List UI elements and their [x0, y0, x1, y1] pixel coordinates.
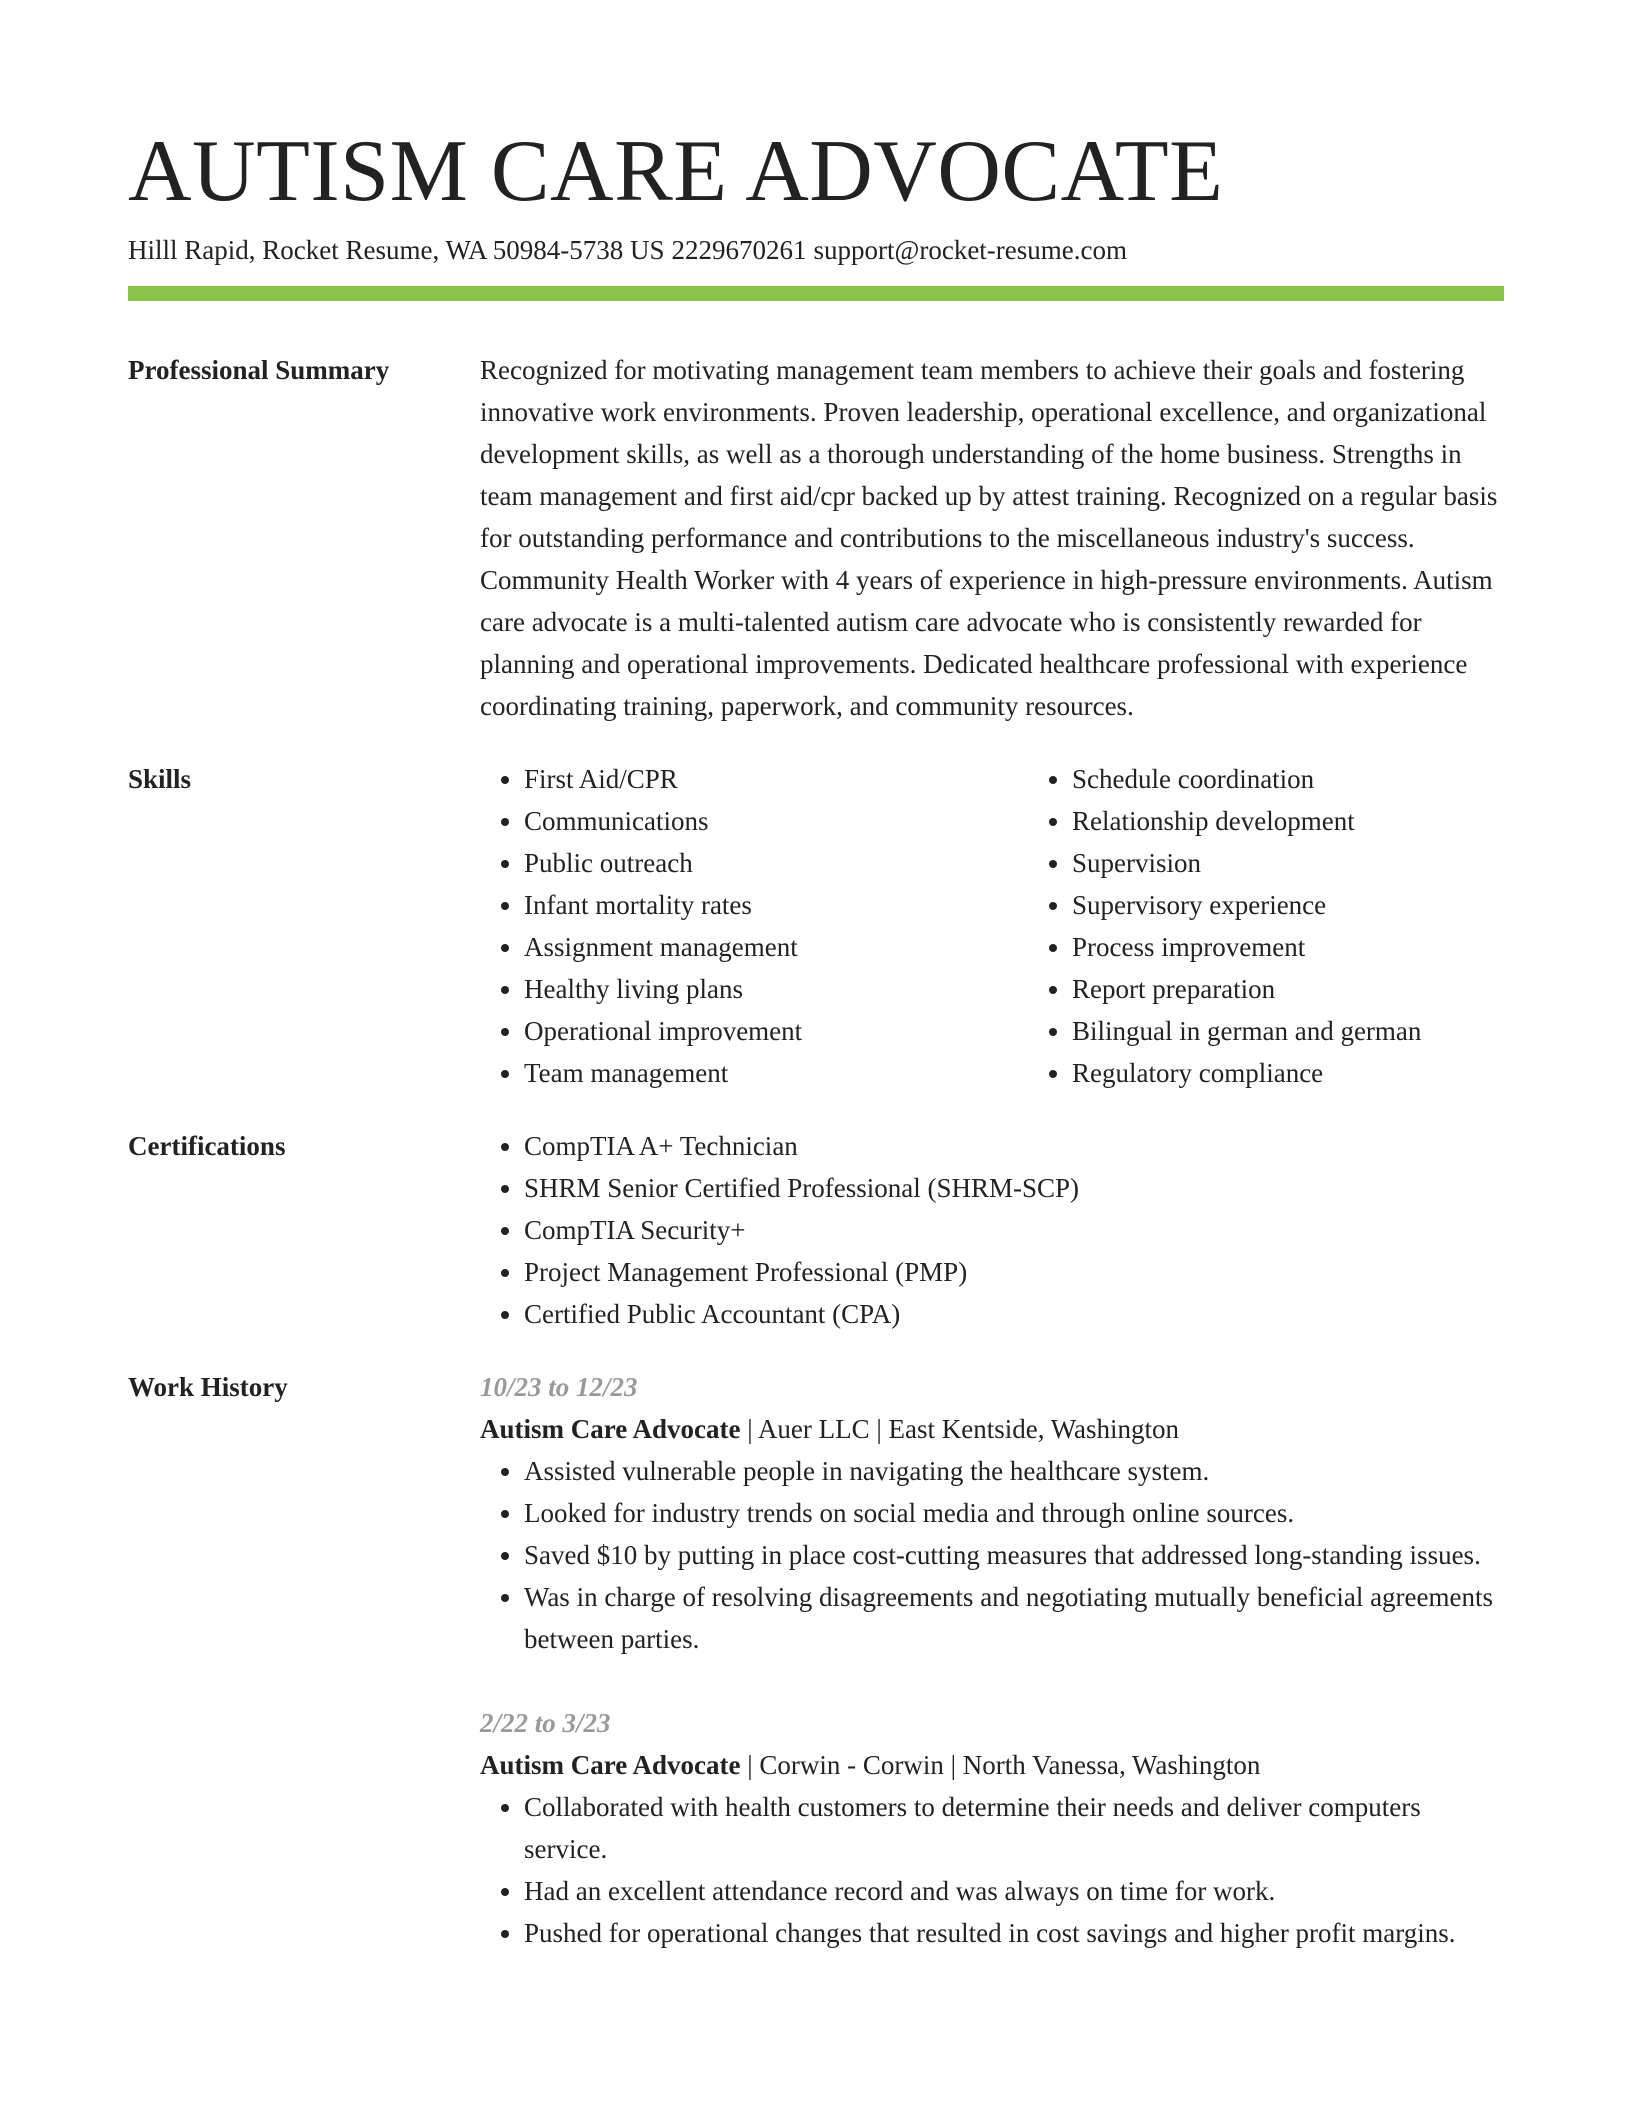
work-history-section — [128, 1366, 1504, 1954]
list-item: • Relationship development — [1072, 800, 1576, 842]
summary-text: Recognized for motivating management team members to achieve their goals and fostering innovative work environments. Proven leadership, operational excellence, and organizational development skills, as well as a thorough understanding of the home business. Strengths in team management and first aid/cpr backed up by attest training. Recognized on a regular basis for outstanding performance and contributions to the miscellaneous industry's success. Community Health Worker with 4 years of experience in high-pressure environments. Autism care advocate is a multi-talented autism care advocate who is consistently rewarded for planning and operational improvements. Dedicated healthcare professional with experience coordinating training, paperwork, and community resources. — [480, 355, 1498, 721]
list-item: • Was in charge of resolving disagreements and negotiating mutually beneficial agreements between parties. — [524, 1576, 1504, 1660]
list-item: • Collaborated with health customers to determine their needs and deliver computers service. — [524, 1786, 1504, 1870]
list-item: • Communications — [524, 800, 1028, 842]
summary-section — [128, 349, 1504, 727]
list-item: • Operational improvement — [524, 1010, 1028, 1052]
list-item: • Supervision — [1072, 842, 1576, 884]
resume-page — [128, 124, 1504, 1954]
list-item: • Pushed for operational changes that resulted in cost savings and higher profit margins. — [524, 1912, 1504, 1954]
contact-phone: 2229670261 — [671, 235, 807, 265]
skills-heading: Skills — [128, 764, 192, 794]
job-bullets — [480, 1786, 1504, 1954]
list-item: • Assignment management — [524, 926, 1028, 968]
job-employer-location: | Corwin - Corwin | North Vanessa, Washington — [740, 1750, 1261, 1780]
summary-heading: Professional Summary — [128, 355, 390, 385]
skills-list-right — [1028, 758, 1576, 1094]
certifications-section — [128, 1125, 1504, 1335]
job-date: 10/23 to 12/23 — [480, 1372, 638, 1402]
list-item: • Had an excellent attendance record and was always on time for work. — [524, 1870, 1504, 1912]
list-item: • Supervisory experience — [1072, 884, 1576, 926]
skills-list-left — [480, 758, 1028, 1094]
work-history-heading: Work History — [128, 1372, 288, 1402]
skills-body — [480, 758, 1576, 1094]
summary-body — [480, 349, 1504, 727]
contact-address: Hilll Rapid, Rocket Resume, WA 50984-5738 US — [128, 235, 665, 265]
job-entry — [480, 1702, 1504, 1954]
list-item: • Looked for industry trends on social media and through online sources. — [524, 1492, 1504, 1534]
job-title: Autism Care Advocate — [480, 1750, 741, 1780]
skills-section — [128, 758, 1504, 1094]
list-item: • Schedule coordination — [1072, 758, 1576, 800]
list-item: • Bilingual in german and german — [1072, 1010, 1576, 1052]
list-item: • Team management — [524, 1052, 1028, 1094]
list-item: • SHRM Senior Certified Professional (SHRM-SCP) — [524, 1167, 1504, 1209]
list-item: • Process improvement — [1072, 926, 1576, 968]
job-employer-location: | Auer LLC | East Kentside, Washington — [740, 1414, 1180, 1444]
certifications-body — [480, 1125, 1504, 1335]
list-item: • CompTIA Security+ — [524, 1209, 1504, 1251]
contact-email: support@rocket-resume.com — [813, 235, 1128, 265]
job-date: 2/22 to 3/23 — [480, 1708, 611, 1738]
list-item: • Healthy living plans — [524, 968, 1028, 1010]
list-item: • Saved $10 by putting in place cost-cutting measures that addressed long-standing issues. — [524, 1534, 1504, 1576]
page-title: AUTISM CARE ADVOCATE — [128, 123, 1224, 220]
job-title-line — [480, 1744, 1504, 1786]
list-item: • Assisted vulnerable people in navigating the healthcare system. — [524, 1450, 1504, 1492]
list-item: • Public outreach — [524, 842, 1028, 884]
list-item: • Regulatory compliance — [1072, 1052, 1576, 1094]
certifications-heading: Certifications — [128, 1131, 286, 1161]
list-item: • Certified Public Accountant (CPA) — [524, 1293, 1504, 1335]
list-item: • Project Management Professional (PMP) — [524, 1251, 1504, 1293]
contact-line — [128, 232, 1504, 268]
job-title: Autism Care Advocate — [480, 1414, 741, 1444]
job-title-line — [480, 1408, 1504, 1450]
list-item: • Infant mortality rates — [524, 884, 1028, 926]
job-bullets — [480, 1450, 1504, 1660]
list-item: • Report preparation — [1072, 968, 1576, 1010]
header-divider — [128, 286, 1504, 301]
work-history-body — [480, 1366, 1504, 1954]
job-entry — [480, 1366, 1504, 1660]
certifications-list — [480, 1125, 1504, 1335]
list-item: • First Aid/CPR — [524, 758, 1028, 800]
list-item: • CompTIA A+ Technician — [524, 1125, 1504, 1167]
